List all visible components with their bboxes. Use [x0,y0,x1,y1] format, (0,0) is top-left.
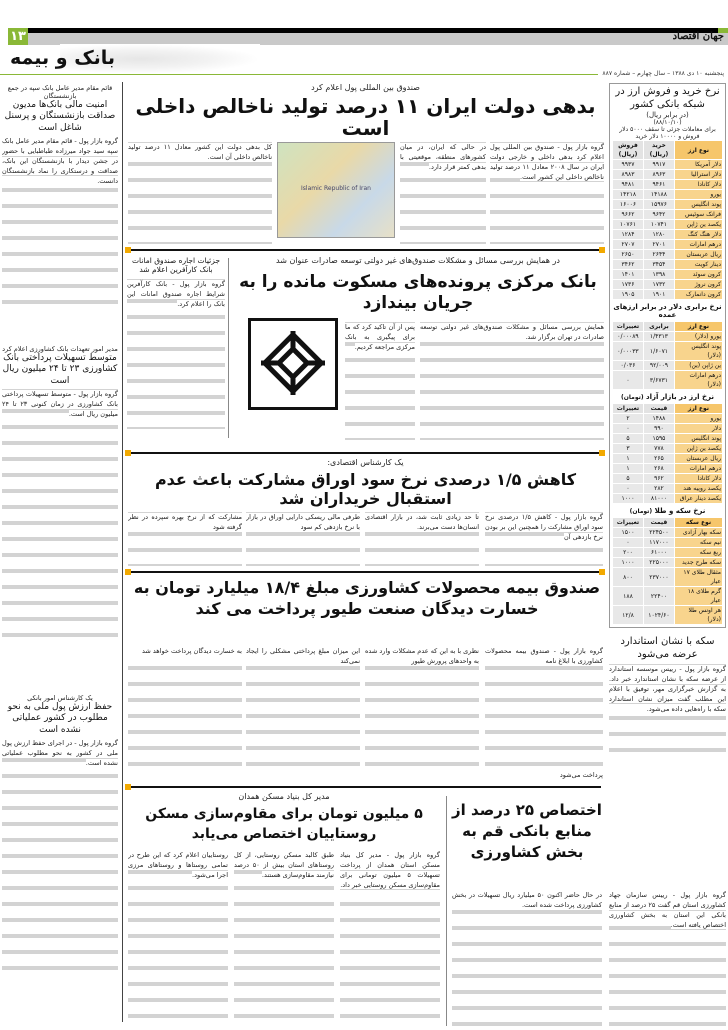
rate-value: ۳/۶۷۳۱ [644,371,674,389]
headline: صندوق بیمه محصولات کشاورزی مبلغ ۱۸/۴ میلیارد تومان به خسارت دیدگان صنعت طیور پرداخت می کند [133,578,601,618]
right-column [609,83,726,764]
rate-value: ۹۹۰ [644,424,674,433]
rate-value: ۰/۰۰۰۳۳ [613,342,643,360]
table-row [613,414,722,423]
rate-value: ۱۲۸۴ [613,230,643,239]
rate-value: ۱۷۳۶ [613,280,643,289]
table-row [613,290,722,299]
table-row [613,528,722,537]
rate-value: ۱۵۹۷۶ [644,200,674,209]
column-header: نوع ارز [675,404,722,413]
table-row [613,474,722,483]
article-body: در حال حاضر اکنون ۵۰ میلیارد ریال تسهیلات در بخش کشاورزی پرداخت شده است. [452,890,602,1026]
newspaper-logo: جهان اقتصاد [672,31,724,42]
rate-value: ۱۰۷۴۱ [644,220,674,229]
currency-name: یکصد ین ژاپن [675,444,722,453]
left-story-1 [2,84,118,306]
currency-name: دینار کویت [675,260,722,269]
rate-value: ۲ [613,414,643,423]
table-title: نرخ ارز در بازار آزاد (تومان) [620,393,715,401]
currency-name: یکصد روپیه هند [675,484,722,493]
rate-value: ۱۴۱۸۸ [644,190,674,199]
rate-value: ۱۰۷۶۱ [613,220,643,229]
currency-name: دلار کانادا [675,474,722,483]
column-header: برابری [644,322,674,331]
table-row [613,371,722,389]
headline: حفظ ارزش پول ملی به نحو مطلوب در کشور عملیاتی نشده است [7,702,113,735]
headline: بانک مرکزی پرونده‌های مسکوت مانده را به جریان بیندازد [239,272,597,313]
currency-name: دلار استرالیا [675,170,722,179]
currency-name: دلار آمریکا [675,160,722,169]
currency-name: سکه طرح جدید [675,558,722,567]
table-row [613,230,722,239]
divider [131,571,599,573]
bank-rates-table [612,140,723,300]
rate-value: ۱۳۹۸ [644,270,674,279]
rates-note: برای معاملات جزئی تا سقف ۵۰۰۰ دلار فروش و ۱۰۰۰۰ دلار خرید [619,126,716,140]
headline: متوسط تسهیلات پرداختی بانک کشاورزی ۲۳ تا ۲۴ میلیون ریال است [2,353,118,386]
column-header: قیمت [644,404,674,413]
table-row [613,484,722,493]
rate-value: ۷۷۸ [644,444,674,453]
kicker: یک کارشناس امور بانکی [27,694,93,702]
rate-value: ۹۲/۰۰۹ [644,361,674,370]
column-rule [228,258,229,438]
rate-value: ۱۴۲۱۸ [613,190,643,199]
table-title: نرخ برابری دلار در برابر ارزهای عمده [613,303,722,319]
rate-value: ۸۱۰۰۰ [644,494,674,503]
currency-name: دلار [675,424,722,433]
table-row [613,190,722,199]
rate-value: ۱ [613,464,643,473]
rate-value: ۱/۶۰۷۱ [644,342,674,360]
side-story [127,256,225,429]
separator-marker [599,569,605,575]
table-row [613,170,722,179]
table-row [613,332,722,341]
article-body: گروه بازار پول - در اجرای حفظ ارزش پول ملی در کشور به نحو مطلوب عملیاتی نشده است. [2,738,118,978]
rate-value: ۹۶۶۲ [613,210,643,219]
currency-name: هر اونس طلا (دلار) [675,606,722,624]
rate-value: ۰/۰۰۰۸۹ [613,332,643,341]
rate-value: ۲۷۰۷ [613,240,643,249]
rates-title: نرخ خرید و فروش ارز در شبکه بانکی کشور [615,86,720,110]
currency-name: گرم طلای ۱۸ عیار [675,587,722,605]
rate-value: ۳ [613,444,643,453]
rate-value: ۲۲۵۰۰۰ [644,558,674,567]
headline: اختصاص ۲۵ درصد از منابع بانکی قم به بخش کشاورزی [452,801,602,861]
currency-name: یورو [675,190,722,199]
rate-value: ۱۰۲۴/۶۰ [644,606,674,624]
left-story-2 [2,345,118,649]
currency-name: درهم امارات [675,240,722,249]
table-row [613,280,722,289]
article-body: طرفی مالی ریسکی دارایی اوراق در بازار با نرخ بازدهی کم سود [246,512,360,566]
headline: جزئیات اجاره صندوق امانات بانک کارآفرین اعلام شد [131,256,220,275]
rate-value: ۵ [613,434,643,443]
rate-value: ۲۶۴۴ [644,250,674,259]
left-story-3 [2,694,118,978]
rate-value: ۹۹۱۷ [644,160,674,169]
rate-value: ۱۴۰۱ [613,270,643,279]
article-body: گروه بازار پول - قائم مقام مدیر عامل بانک سپه سید جواد میرزاده طباطبایی با حضور در جشن دیدار با بازنشستگان این بانک، صداقت و درستکاری را نماد بازنشستگان دانست. [2,136,118,306]
rate-value: ۱۰۰۰ [613,558,643,567]
rate-value: ۱۹۰۱ [644,290,674,299]
article-body: کل بدهی دولت این کشور معادل ۱۱ درصد تولید ناخالص داخلی آن است. [128,142,272,244]
table-row [613,240,722,249]
rate-value: ۲۳۷۰۰۰ [644,568,674,586]
article-body: گروه بازار پول - متوسط تسهیلات پرداختی بانک کشاورزی در زمان کنونی ۲۳ تا ۲۴ میلیون ریال است. [2,389,118,649]
rate-value: ۲۶۵ [644,454,674,463]
table-row [613,548,722,557]
article-body: این میزان مبلغ پرداختی مشکلی را ایجاد نمی‌کند [246,646,360,766]
rate-value: ۰ [613,424,643,433]
currency-name: دلار کانادا [675,180,722,189]
currency-name: ریال عربستان [675,454,722,463]
separator-marker [599,450,605,456]
article-body: گروه بازار پول - رییس سازمان جهاد کشاورزی استان قم گفت ۲۵ درصد از منابع بانکی این استان به بخش کشاورزی اختصاص یافته است. [609,890,726,1026]
rate-value: ۱۱۷۰۰۰ [644,538,674,547]
table-row [613,454,722,463]
currency-name: پوند انگلیس [675,200,722,209]
table-title: نرخ سکه و طلا (تومان) [629,507,706,515]
headline: امنیت مالی بانک‌ها مدیون صداقت بازنشستگان و پرسنل شاغل است [4,100,116,133]
column-header: تغییرات [613,404,643,413]
rate-value: ۹۶۲ [644,474,674,483]
table-row [613,538,722,547]
rate-value: ۱۲۸۰ [644,230,674,239]
parity-table [612,321,723,390]
currency-name: پوند انگلیس (دلار) [675,342,722,360]
currency-name: درهم امارات (دلار) [675,371,722,389]
rate-value: ۱۸۸ [613,587,643,605]
article-body: نظری با به این که عدم مشکلات وارد شده به واحدهای پرورش طیور [365,646,479,766]
rate-value: ۶۱۰۰۰ [644,548,674,557]
kicker: مدیر امور تعهدات بانک کشاورزی اعلام کرد [2,345,118,353]
dateline: پنجشنبه ۱۰ دی ۱۳۸۸ – سال چهارم – شماره ۸۸۷ [598,70,724,77]
headline: کاهش ۱/۵ درصدی نرخ سود اوراق مشارکت باعث عدم استقبال خریداران شد [154,470,577,508]
rate-value: ۲۰۰ [613,548,643,557]
section-title: بانک و بیمه [10,47,116,69]
rate-value: ۱۵۰۰ [613,528,643,537]
rate-value: ۱/۴۳۱۳ [644,332,674,341]
central-bank-logo [248,318,338,410]
column-header: تغییرات [613,518,643,527]
table-row [613,270,722,279]
article-body: روستاییان اعلام کرد که این طرح در تمامی روستاها و روستاهای مرزی اجرا می‌شود. [128,850,228,1026]
table-row [613,434,722,443]
kicker: صندوق بین المللی پول اعلام کرد [311,83,420,92]
divider [131,786,601,788]
rate-value: ۵ [613,474,643,483]
table-row [613,494,722,503]
rate-value: ۹۴۶۱ [644,180,674,189]
column-rule [446,796,447,1026]
currency-name: یکصد ین ژاپن [675,220,722,229]
currency-name: مثقال طلای ۱۷ عیار [675,568,722,586]
rate-value: ۸۹۸۳ [613,170,643,179]
article-body: طبق کالبد مسکن روستایی، از کل روستاهای استان بیش از ۵۰ درصد نیازمند مقاوم‌سازی هستند. [234,850,334,1026]
currency-name: دلار هنگ کنگ [675,230,722,239]
currency-name: یورو (دلار) [675,332,722,341]
article-body: همایش بررسی مسائل و مشکلات صندوق‌های غیر دولتی توسعه صادرات در تهران برگزار شد. [420,322,604,440]
rate-value: ۲۲۴۰۰ [644,587,674,605]
column-rule [122,82,123,1022]
table-row [613,361,722,370]
article-body: گروه بازار پول - کاهش ۱/۵ درصدی نرخ سود اوراق مشارکت را همچنین این بر بودن نرخ بازدهی آن [485,512,603,566]
rate-value: ۰/۰۳۶ [613,361,643,370]
rate-value: ۸۰۰ [613,568,643,586]
currency-name: ین ژاپن (ین) [675,361,722,370]
rate-value: ۰ [613,371,643,389]
table-row [613,342,722,360]
divider [0,74,640,75]
table-row [613,250,722,259]
rate-value: ۱۴۸۸ [644,414,674,423]
rate-value: ۲۶۵۰ [613,250,643,259]
table-row [613,220,722,229]
currency-name: کرون سوئد [675,270,722,279]
kicker: در همایش بررسی مسائل و مشکلات صندوق‌های غیر دولتی توسعه صادرات عنوان شد [276,256,560,265]
article-body: گروه بازار پول - صندوق بین المللی پول اعلام کرد بدهی داخلی و خارجی دولت ایران در سال ۲۰۰۸ معادل ۱۱ درصد تولید ناخالص داخلی این کشور است. [490,142,604,244]
kicker: یک کارشناس اقتصادی: [327,458,404,467]
currency-name: کرون دانمارک [675,290,722,299]
currency-name: فرانک سوئیس [675,210,722,219]
headline: بدهی دولت ایران ۱۱ درصد تولید ناخالص داخلی است [135,94,596,140]
column-header: خرید (ریال) [644,141,674,159]
column-header: نوع ارز [675,141,722,159]
column-header: تغییرات [613,322,643,331]
rate-value: ۲۷۰۱ [644,240,674,249]
rates-date: (۸۸/۱۰/۱۰) [653,119,682,126]
rate-value: ۲۲۴۵۰۰ [644,528,674,537]
headline: ۵ میلیون تومان برای مقاوم‌سازی مسکن روستاییان اختصاص می‌یابد [145,806,423,842]
coin-gold-table [612,517,723,625]
column-header: فروش (ریال) [613,141,643,159]
separator-marker [599,247,605,253]
article-body: در حالی که ایران، در میان کشورهای منطقه، موقعیتی با بدهی کمتر قرار دارد. [400,142,486,244]
kicker: مدیر کل بنیاد مسکن همدان [238,792,330,801]
rate-value: ۲۶۸ [644,464,674,473]
article-body: گروه بازار پول - صندوق بیمه محصولات کشاورزی با ابلاغ نامه [485,646,603,766]
coin-story [609,636,726,764]
table-row [613,424,722,433]
currency-name: سکه بهار آزادی [675,528,722,537]
exchange-rates-box [609,83,726,628]
rate-value: ۱۹۰۵ [613,290,643,299]
article-body: گروه بازار پول - مدیر کل بنیاد مسکن استان همدان از پرداخت تسهیلات ۵ میلیون تومانی برای مقاوم‌سازی مسکن روستایی خبر داد. [340,850,440,1026]
article-body: پس از آن تاکید کرد که ما برای پیگیری به بانک مرکزی مراجعه کردیم. [345,322,415,440]
rate-value: ۱ [613,454,643,463]
rate-value: ۳۴۵۴ [644,260,674,269]
currency-name: ربع سکه [675,548,722,557]
column-header: قیمت [644,518,674,527]
rate-value: ۸۹۶۳ [644,170,674,179]
rate-value: ۰ [613,484,643,493]
article-body: به خسارت دیدگان پرداخت خواهد شد [128,646,242,766]
currency-name: یکصد دینار عراق [675,494,722,503]
table-row [613,180,722,189]
rate-value: ۹۶۴۲ [644,210,674,219]
currency-name: نیم سکه [675,538,722,547]
article-body: مشارکت که از نرخ بهره سپرده در نظر گرفته شود [128,512,242,566]
table-row [613,444,722,453]
rates-subtitle: (در برابر ریال) [646,111,689,119]
table-row [613,558,722,567]
table-row [613,568,722,586]
table-row [613,464,722,473]
rate-value: ۲۸۲ [644,484,674,493]
page-number: ۱۳ [8,28,28,45]
currency-name: ریال عربستان [675,250,722,259]
rate-value: ۱۰۰۰ [613,494,643,503]
rate-value: ۹۹۳۷ [613,160,643,169]
rate-value: ۹۴۸۱ [613,180,643,189]
article-body: تا حد زیادی ثابت شد، در بازار اقتصادی انسان‌ها دست می‌برند. [365,512,479,566]
table-row [613,200,722,209]
divider [131,452,599,454]
rate-value: ۱۵۹۵ [644,434,674,443]
iran-map-image [277,142,395,238]
table-row [613,160,722,169]
table-row [613,260,722,269]
currency-name: یورو [675,414,722,423]
table-row [613,606,722,624]
column-header: نوع ارز [675,322,722,331]
table-row [613,210,722,219]
currency-name: پوند انگلیس [675,434,722,443]
currency-name: کرون نروژ [675,280,722,289]
table-row [613,587,722,605]
map-label: Islamic Republic of Iran [301,185,371,192]
currency-name: درهم امارات [675,464,722,473]
rate-value: ۰ [613,538,643,547]
rate-value: ۱۶۰۰۶ [613,200,643,209]
column-header: نوع سکه [675,518,722,527]
rate-value: ۱۷۳۲ [644,280,674,289]
article-body: گروه بازار پول - بانک کارآفرین شرایط اجاره صندوق امانات این بانک را اعلام کرد. [127,279,225,429]
article-body: گروه بازار پول - رییس موسسه استاندارد از عرضه سکه با نشان استاندارد خبر داد. به گزارش خبرگزاری مهر، توفیق با اعلام این مطلب گفت میزان نشان استاندارد سکه با راه‌هایی داده می‌شود. [609,664,726,764]
divider [131,249,599,251]
rate-value: ۳۴۶۲ [613,260,643,269]
kicker: قائم مقام مدیر عامل بانک سپه در جمع بازنشستگان [7,84,113,100]
article-closing-line: پرداخت می‌شود [559,771,603,779]
rate-value: ۱۲/۸ [613,606,643,624]
free-market-table [612,403,723,504]
headline: سکه با نشان استاندارد عرضه می‌شود [620,636,715,660]
